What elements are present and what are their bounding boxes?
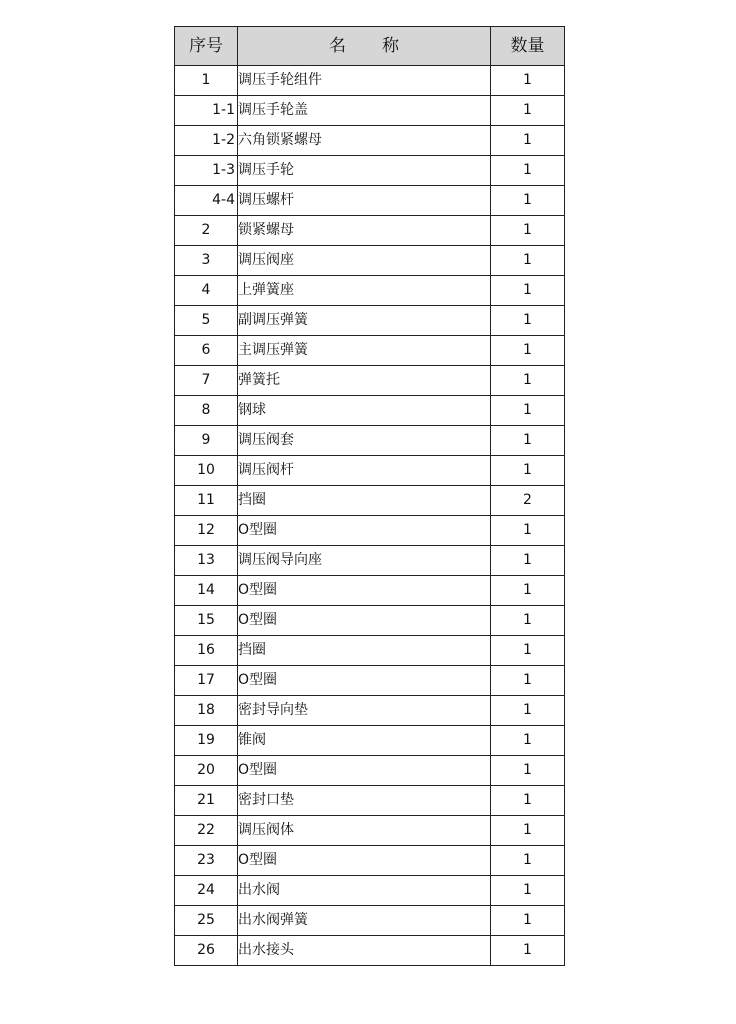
table-row bbox=[175, 156, 565, 186]
table-row bbox=[175, 936, 565, 966]
row-serial-number: 1 bbox=[175, 66, 238, 96]
table-row bbox=[175, 816, 565, 846]
row-quantity: 1 bbox=[491, 186, 565, 216]
table-row bbox=[175, 846, 565, 876]
table-header-row bbox=[175, 27, 565, 66]
row-serial-number: 22 bbox=[175, 816, 238, 846]
row-serial-number: 1-1 bbox=[175, 96, 238, 126]
row-part-name: 密封导向垫 bbox=[238, 696, 491, 726]
table-row bbox=[175, 306, 565, 336]
row-part-name: 上弹簧座 bbox=[238, 276, 491, 306]
row-quantity: 1 bbox=[491, 696, 565, 726]
table-row bbox=[175, 696, 565, 726]
header-quantity: 数量 bbox=[491, 27, 565, 66]
row-serial-number: 23 bbox=[175, 846, 238, 876]
row-serial-number: 10 bbox=[175, 456, 238, 486]
row-serial-number: 25 bbox=[175, 906, 238, 936]
row-serial-number: 7 bbox=[175, 366, 238, 396]
row-serial-number: 21 bbox=[175, 786, 238, 816]
row-part-name: 锁紧螺母 bbox=[238, 216, 491, 246]
row-serial-number: 17 bbox=[175, 666, 238, 696]
row-quantity: 1 bbox=[491, 66, 565, 96]
row-part-name: O型圈 bbox=[238, 846, 491, 876]
row-quantity: 1 bbox=[491, 666, 565, 696]
table-row bbox=[175, 276, 565, 306]
row-serial-number: 26 bbox=[175, 936, 238, 966]
row-part-name: O型圈 bbox=[238, 576, 491, 606]
row-serial-number: 16 bbox=[175, 636, 238, 666]
table-row bbox=[175, 516, 565, 546]
header-serial-number: 序号 bbox=[175, 27, 238, 66]
table-row bbox=[175, 396, 565, 426]
table-row bbox=[175, 246, 565, 276]
row-quantity: 1 bbox=[491, 636, 565, 666]
row-part-name: 锥阀 bbox=[238, 726, 491, 756]
row-quantity: 1 bbox=[491, 756, 565, 786]
row-quantity: 1 bbox=[491, 216, 565, 246]
table-row bbox=[175, 216, 565, 246]
table-row bbox=[175, 456, 565, 486]
row-serial-number: 18 bbox=[175, 696, 238, 726]
table-row bbox=[175, 66, 565, 96]
row-quantity: 1 bbox=[491, 846, 565, 876]
row-serial-number: 2 bbox=[175, 216, 238, 246]
table-row bbox=[175, 636, 565, 666]
table-row bbox=[175, 336, 565, 366]
row-quantity: 1 bbox=[491, 576, 565, 606]
row-part-name: 挡圈 bbox=[238, 636, 491, 666]
table-row bbox=[175, 756, 565, 786]
row-quantity: 1 bbox=[491, 276, 565, 306]
table-row bbox=[175, 486, 565, 516]
row-quantity: 1 bbox=[491, 516, 565, 546]
row-serial-number: 19 bbox=[175, 726, 238, 756]
row-quantity: 1 bbox=[491, 546, 565, 576]
table-row bbox=[175, 186, 565, 216]
row-part-name: 弹簧托 bbox=[238, 366, 491, 396]
row-part-name: O型圈 bbox=[238, 516, 491, 546]
row-quantity: 1 bbox=[491, 876, 565, 906]
row-part-name: 挡圈 bbox=[238, 486, 491, 516]
row-serial-number: 8 bbox=[175, 396, 238, 426]
row-part-name: 调压手轮 bbox=[238, 156, 491, 186]
row-serial-number: 5 bbox=[175, 306, 238, 336]
row-serial-number: 24 bbox=[175, 876, 238, 906]
row-serial-number: 3 bbox=[175, 246, 238, 276]
table-row bbox=[175, 126, 565, 156]
table-row bbox=[175, 576, 565, 606]
row-part-name: 调压阀套 bbox=[238, 426, 491, 456]
table-row bbox=[175, 666, 565, 696]
table-body bbox=[175, 66, 565, 966]
row-serial-number: 15 bbox=[175, 606, 238, 636]
row-part-name: 调压阀体 bbox=[238, 816, 491, 846]
table-row bbox=[175, 906, 565, 936]
row-part-name: 副调压弹簧 bbox=[238, 306, 491, 336]
row-serial-number: 11 bbox=[175, 486, 238, 516]
row-serial-number: 1-3 bbox=[175, 156, 238, 186]
row-part-name: 出水阀弹簧 bbox=[238, 906, 491, 936]
row-quantity: 1 bbox=[491, 126, 565, 156]
row-serial-number: 6 bbox=[175, 336, 238, 366]
table-row bbox=[175, 606, 565, 636]
table-row bbox=[175, 426, 565, 456]
row-quantity: 1 bbox=[491, 96, 565, 126]
row-part-name: 调压阀杆 bbox=[238, 456, 491, 486]
row-serial-number: 4 bbox=[175, 276, 238, 306]
row-part-name: 调压螺杆 bbox=[238, 186, 491, 216]
row-quantity: 1 bbox=[491, 606, 565, 636]
row-quantity: 1 bbox=[491, 246, 565, 276]
table-row bbox=[175, 546, 565, 576]
row-serial-number: 13 bbox=[175, 546, 238, 576]
row-quantity: 1 bbox=[491, 396, 565, 426]
parts-list-table bbox=[174, 26, 565, 966]
table-row bbox=[175, 786, 565, 816]
row-quantity: 1 bbox=[491, 336, 565, 366]
row-part-name: 调压阀座 bbox=[238, 246, 491, 276]
row-serial-number: 20 bbox=[175, 756, 238, 786]
row-part-name: 六角锁紧螺母 bbox=[238, 126, 491, 156]
table-row bbox=[175, 726, 565, 756]
row-quantity: 2 bbox=[491, 486, 565, 516]
header-part-name bbox=[238, 27, 491, 66]
row-serial-number: 1-2 bbox=[175, 126, 238, 156]
row-part-name: 密封口垫 bbox=[238, 786, 491, 816]
row-quantity: 1 bbox=[491, 426, 565, 456]
row-part-name: 出水阀 bbox=[238, 876, 491, 906]
header-part-name-char-2: 称 bbox=[382, 36, 399, 56]
header-part-name-char-1: 名 bbox=[329, 36, 346, 56]
row-serial-number: 4-4 bbox=[175, 186, 238, 216]
row-serial-number: 14 bbox=[175, 576, 238, 606]
row-quantity: 1 bbox=[491, 816, 565, 846]
table-row bbox=[175, 366, 565, 396]
row-quantity: 1 bbox=[491, 456, 565, 486]
row-part-name: 调压阀导向座 bbox=[238, 546, 491, 576]
row-quantity: 1 bbox=[491, 366, 565, 396]
table-row bbox=[175, 876, 565, 906]
row-part-name: 钢球 bbox=[238, 396, 491, 426]
row-part-name: O型圈 bbox=[238, 606, 491, 636]
row-quantity: 1 bbox=[491, 726, 565, 756]
row-quantity: 1 bbox=[491, 306, 565, 336]
row-quantity: 1 bbox=[491, 936, 565, 966]
row-part-name: 调压手轮组件 bbox=[238, 66, 491, 96]
row-part-name: 主调压弹簧 bbox=[238, 336, 491, 366]
row-part-name: O型圈 bbox=[238, 666, 491, 696]
table-row bbox=[175, 96, 565, 126]
row-part-name: O型圈 bbox=[238, 756, 491, 786]
row-quantity: 1 bbox=[491, 786, 565, 816]
row-quantity: 1 bbox=[491, 156, 565, 186]
row-serial-number: 12 bbox=[175, 516, 238, 546]
row-serial-number: 9 bbox=[175, 426, 238, 456]
row-part-name: 调压手轮盖 bbox=[238, 96, 491, 126]
row-quantity: 1 bbox=[491, 906, 565, 936]
row-part-name: 出水接头 bbox=[238, 936, 491, 966]
